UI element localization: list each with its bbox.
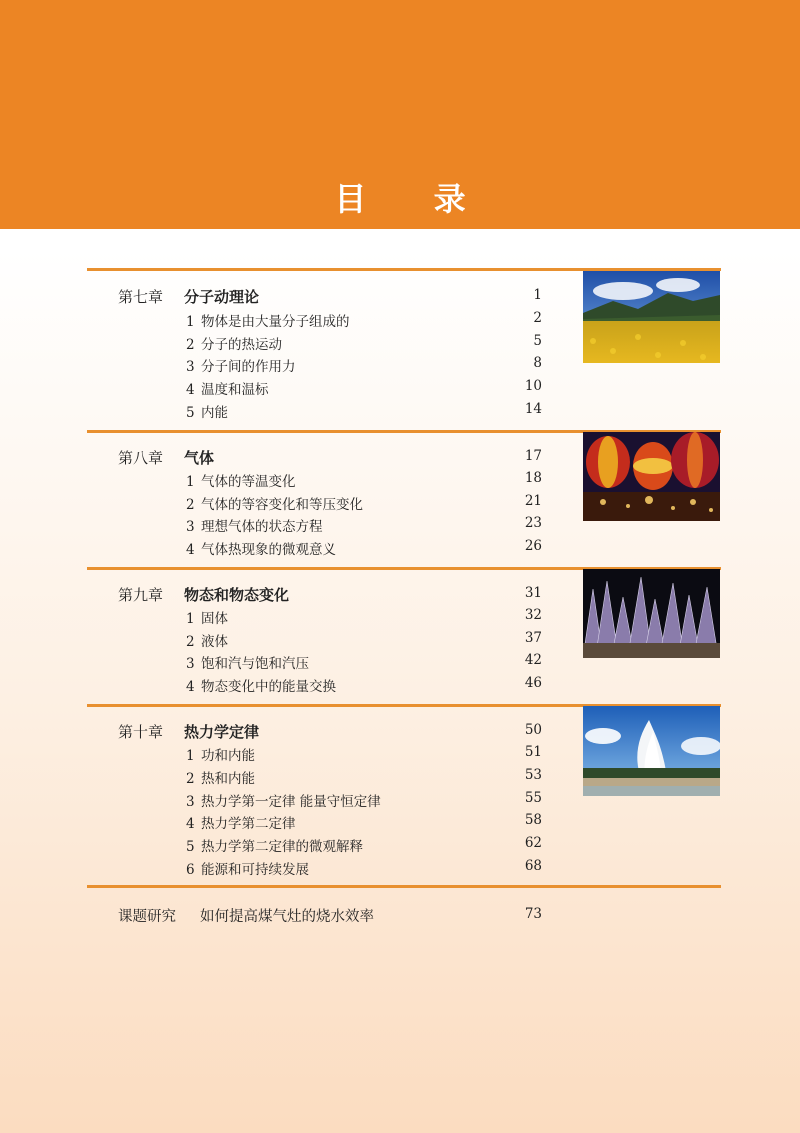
section-number: 1: [186, 611, 195, 627]
section-number: 1: [186, 474, 195, 490]
section-title: 液体: [201, 634, 228, 650]
section-title: 热和内能: [201, 771, 255, 787]
page-number: 10: [524, 378, 542, 394]
page-number: 2: [533, 310, 542, 326]
section-number: 4: [186, 679, 195, 695]
section-title: 物态变化中的能量交换: [201, 679, 336, 695]
section-number: 4: [186, 542, 195, 558]
page-number: 50: [524, 722, 542, 738]
page-number: 31: [524, 585, 542, 601]
chapter-heading[interactable]: [118, 721, 259, 742]
page-number: 8: [533, 355, 542, 371]
section-number: 2: [186, 337, 195, 353]
chapter-label: 第七章: [118, 288, 164, 306]
page-number: 26: [524, 538, 542, 554]
divider: [87, 885, 721, 888]
section-title: 内能: [201, 405, 228, 421]
research-topic[interactable]: [118, 905, 374, 926]
page-number: 68: [524, 858, 542, 874]
toc-entry[interactable]: [186, 858, 309, 878]
toc-entry[interactable]: [186, 378, 269, 398]
topic-label: 课题研究: [118, 909, 176, 925]
section-title: 气体的等温变化: [201, 474, 296, 490]
section-title: 分子间的作用力: [201, 359, 296, 375]
section-number: 3: [186, 519, 195, 535]
section-number: 1: [186, 748, 195, 764]
section-number: 3: [186, 359, 195, 375]
page-number: 62: [524, 835, 542, 851]
page-number: 37: [524, 630, 542, 646]
section-title: 热力学第二定律: [201, 816, 296, 832]
toc-entry[interactable]: [186, 310, 350, 330]
topic-title: 如何提高煤气灶的烧水效率: [200, 909, 374, 925]
toc-entry[interactable]: [186, 652, 309, 672]
section-title: 气体的等容变化和等压变化: [201, 497, 363, 513]
section-number: 2: [186, 634, 195, 650]
chapter-name: 热力学定律: [184, 723, 260, 741]
toc-entry[interactable]: [186, 538, 336, 558]
section-number: 2: [186, 771, 195, 787]
toc-entry[interactable]: [186, 401, 228, 421]
toc-entry[interactable]: [186, 333, 282, 353]
chapter-name: 分子动理论: [184, 288, 260, 306]
page-number: 23: [524, 515, 542, 531]
toc-entry[interactable]: [186, 515, 323, 535]
section-number: 3: [186, 656, 195, 672]
chapter-label: 第九章: [118, 586, 164, 604]
page-title: 目 录: [334, 180, 494, 218]
section-title: 热力学第一定律 能量守恒定律: [201, 794, 381, 810]
section-number: 4: [186, 816, 195, 832]
toc-entry[interactable]: [186, 835, 363, 855]
geyser-photo: [583, 706, 720, 796]
section-title: 气体热现象的微观意义: [201, 542, 336, 558]
page-number: 17: [524, 448, 542, 464]
section-title: 温度和温标: [201, 382, 269, 398]
toc-entry[interactable]: [186, 493, 363, 513]
section-number: 3: [186, 794, 195, 810]
toc-entry[interactable]: [186, 675, 336, 695]
toc-entry[interactable]: [186, 812, 296, 832]
section-number: 4: [186, 382, 195, 398]
page-number: 1: [533, 287, 542, 303]
page-number: 55: [524, 790, 542, 806]
chapter-heading[interactable]: [118, 286, 259, 307]
toc-entry[interactable]: [186, 744, 255, 764]
page-number: 73: [524, 906, 542, 922]
page-number: 42: [524, 652, 542, 668]
section-number: 2: [186, 497, 195, 513]
toc-entry[interactable]: [186, 790, 381, 810]
section-title: 能源和可持续发展: [201, 862, 309, 878]
page-number: 18: [524, 470, 542, 486]
page-number: 5: [533, 333, 542, 349]
chapter-label: 第八章: [118, 449, 164, 467]
section-title: 物体是由大量分子组成的: [201, 314, 350, 330]
hot-air-balloons-photo: [583, 432, 720, 521]
page-number: 32: [524, 607, 542, 623]
section-title: 热力学第二定律的微观解释: [201, 839, 363, 855]
chapter-name: 气体: [184, 449, 215, 467]
toc-entry[interactable]: [186, 355, 296, 375]
chapter-heading[interactable]: [118, 584, 289, 605]
page-number: 14: [524, 401, 542, 417]
chapter-name: 物态和物态变化: [184, 586, 290, 604]
page-number: 21: [524, 493, 542, 509]
section-number: 6: [186, 862, 195, 878]
section-title: 功和内能: [201, 748, 255, 764]
section-title: 分子的热运动: [201, 337, 282, 353]
toc-entry[interactable]: [186, 630, 228, 650]
section-title: 固体: [201, 611, 228, 627]
page-number: 51: [524, 744, 542, 760]
chapter-heading[interactable]: [118, 447, 214, 468]
toc-entry[interactable]: [186, 767, 255, 787]
section-number: 1: [186, 314, 195, 330]
page-number: 46: [524, 675, 542, 691]
sunflower-field-photo: [583, 271, 720, 363]
section-number: 5: [186, 839, 195, 855]
toc-entry[interactable]: [186, 607, 228, 627]
chapter-label: 第十章: [118, 723, 164, 741]
section-title: 理想气体的状态方程: [201, 519, 323, 535]
crystals-photo: [583, 569, 720, 658]
toc-entry[interactable]: [186, 470, 296, 490]
page-number: 53: [524, 767, 542, 783]
section-number: 5: [186, 405, 195, 421]
page-number: 58: [524, 812, 542, 828]
section-title: 饱和汽与饱和汽压: [201, 656, 309, 672]
